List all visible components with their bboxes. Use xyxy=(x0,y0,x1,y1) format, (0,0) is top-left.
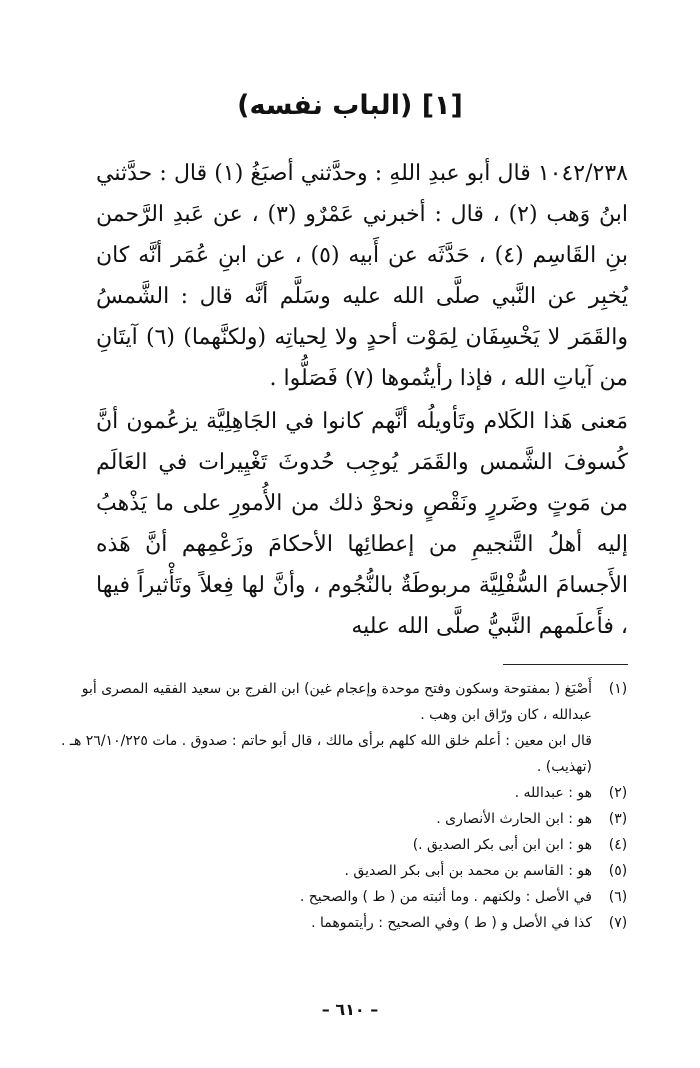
footnote-text: أَصْبَغ ( بمفتوحة وسكون وفتح موحدة وإعجام غين) ابن الفرج بن سعيد الفقيه المصرى أبو عبدالله ، كان ورّاق ابن وهب . xyxy=(81,681,592,723)
footnote xyxy=(60,910,644,936)
footnote xyxy=(60,858,644,884)
footnote-text: هو : ابن ابن أبى بكر الصديق .) xyxy=(412,837,592,853)
footnote-number: (٤) xyxy=(608,837,628,853)
footnote xyxy=(60,832,644,858)
footnote xyxy=(60,884,644,910)
hadith-paragraph xyxy=(96,153,628,399)
footnote-text: هو : ابن الحارث الأنصارى . xyxy=(436,811,592,827)
footnote-number: (٥) xyxy=(608,863,628,879)
footnote-text: هو : عبدالله . xyxy=(514,785,592,801)
footnote xyxy=(60,728,644,780)
footnotes xyxy=(60,676,644,936)
footnote-text: في الأصل : ولكنهم . وما أثبته من ( ط ) والصحيح . xyxy=(299,889,592,905)
footnote xyxy=(60,780,644,806)
page-number: – ٦١٠ – xyxy=(321,1000,379,1019)
footnote-text: كذا في الأصل و ( ط ) وفي الصحيح : رأيتموهما . xyxy=(311,915,592,931)
footnote-text: قال ابن معين : أعلم خلق الله كلهم برأى مالك ، قال أبو حاتم : صدوق . مات ٢٦/١٠/٢٢٥ هـ . (تهذيب) . xyxy=(60,733,592,775)
footnote xyxy=(60,676,644,728)
footnote-number: (١) xyxy=(608,681,628,697)
hadith-text: ١٠٤٢/٢٣٨ قال أبو عبدِ اللهِ : وحدَّثني أصبَغُ (١) قال : حدَّثني ابنُ وَهب (٢) ، قال : أخبرني عَمْرٌو (٣) ، عن عَبدِ الرَّحمن بنِ القَاسِم (٤) ، حَدَّثَه عن أَبيه (٥) ، عن ابنِ عُمَر أنَّه كان يُخبِر عن النَّبي صلَّى الله عليه وسَلَّم أنَّه قال : الشَّمسُ والقَمَر لا يَخْسِفَان لِمَوْت أحدٍ ولا لِحياتِه (ولكنَّهما) (٦) آيتَانِ من آياتِ الله ، فإذا رأيتُموها (٧) فَصَلُّوا . xyxy=(96,161,628,391)
chapter-title: [١] (الباب نفسه) xyxy=(237,90,463,121)
footnote-number: (٢) xyxy=(608,785,628,801)
footnote-text: هو : القاسم بن محمد بن أبى بكر الصديق . xyxy=(344,863,592,879)
commentary-text: مَعنى هَذا الكَلام وتَأويلُه أنَّهم كانوا في الجَاهِلِيَّة يزعُمون أنَّ كُسوفَ الشَّمس والقَمَر يُوجِب حُدوثَ تَغْيِيرات في العَالَم من مَوتٍ وضَررٍ ونَقْصٍ ونحوْ ذلك من الأُمورِ على ما يَذْهبُ إليه أهلُ التَّنجيمِ من إعطائِها الأحكامَ وزَعْمِهم أنَّ هَذه الأَجسامَ السُّفْلِيَّة مربوطَةٌ بالنُّجُوم ، وأنَّ لها فِعلاً وتَأْثيراً فيها ، فأَعلَمهم النَّبيُّ صلَّى الله عليه xyxy=(96,409,628,639)
footnote xyxy=(60,806,644,832)
footnote-number: (٣) xyxy=(608,811,628,827)
commentary-paragraph xyxy=(96,401,628,647)
footnote-number: (٧) xyxy=(608,915,628,931)
footnote-separator xyxy=(503,664,628,665)
footnote-number xyxy=(592,728,644,780)
footnote-number: (٦) xyxy=(608,889,628,905)
